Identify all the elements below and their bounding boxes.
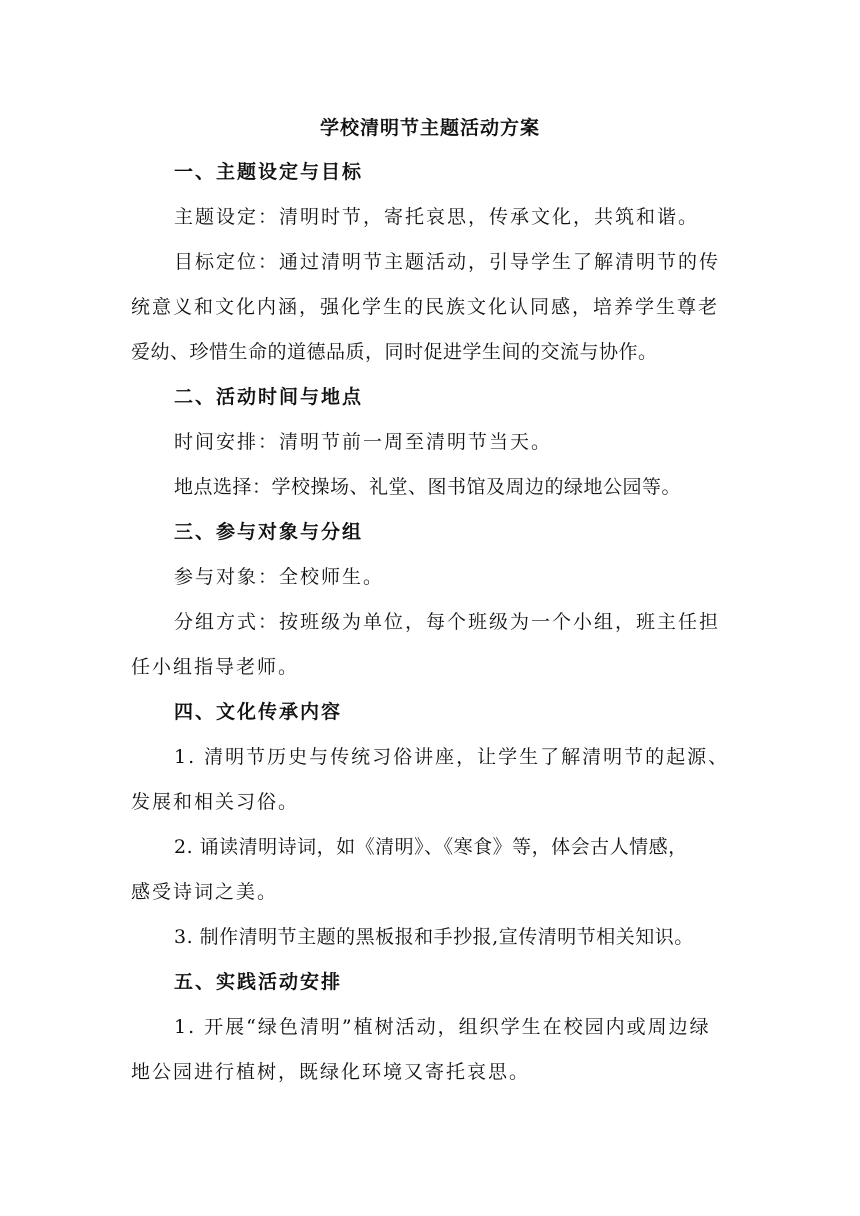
paragraph-line: 统意义和文化内涵，强化学生的民族文化认同感，培养学生尊老 — [131, 296, 720, 318]
paragraph-line: 感受诗词之美。 — [131, 881, 279, 903]
section-heading-goals: 一、主题设定与目标 — [174, 161, 364, 183]
paragraph-line: 目标定位：通过清明节主题活动，引导学生了解清明节的传 — [174, 251, 721, 273]
section-heading-culture: 四、文化传承内容 — [174, 701, 343, 723]
paragraph-line: 参与对象：全校师生。 — [174, 566, 385, 588]
paragraph-line: 爱幼、珍惜生命的道德品质，同时促进学生间的交流与协作。 — [131, 341, 658, 363]
paragraph-line: 分组方式：按班级为单位，每个班级为一个小组，班主任担 — [174, 611, 721, 633]
paragraph-line: 1. 清明节历史与传统习俗讲座，让学生了解清明节的起源、 — [174, 746, 730, 768]
paragraph-line: 时间安排：清明节前一周至清明节当天。 — [174, 431, 553, 453]
section-heading-time-place: 二、活动时间与地点 — [174, 386, 364, 408]
section-heading-participants: 三、参与对象与分组 — [174, 521, 364, 543]
paragraph-line: 发展和相关习俗。 — [131, 791, 300, 813]
paragraph-line: 3. 制作清明节主题的黑板报和手抄报,宣传清明节相关知识。 — [174, 926, 694, 948]
paragraph-line: 地点选择：学校操场、礼堂、图书馆及周边的绿地公园等。 — [174, 476, 682, 498]
section-heading-practice: 五、实践活动安排 — [174, 971, 343, 993]
paragraph-line: 2. 诵读清明诗词，如《清明》、《寒食》等，体会古人情感， — [174, 836, 688, 858]
paragraph-line: 1. 开展“绿色清明”植树活动，组织学生在校园内或周边绿 — [174, 1016, 711, 1038]
document-title: 学校清明节主题活动方案 — [319, 117, 540, 139]
paragraph-line: 主题设定：清明时节，寄托哀思，传承文化，共筑和谐。 — [174, 206, 700, 228]
paragraph-line: 任小组指导老师。 — [131, 656, 300, 678]
paragraph-line: 地公园进行植树，既绿化环境又寄托哀思。 — [131, 1061, 531, 1083]
